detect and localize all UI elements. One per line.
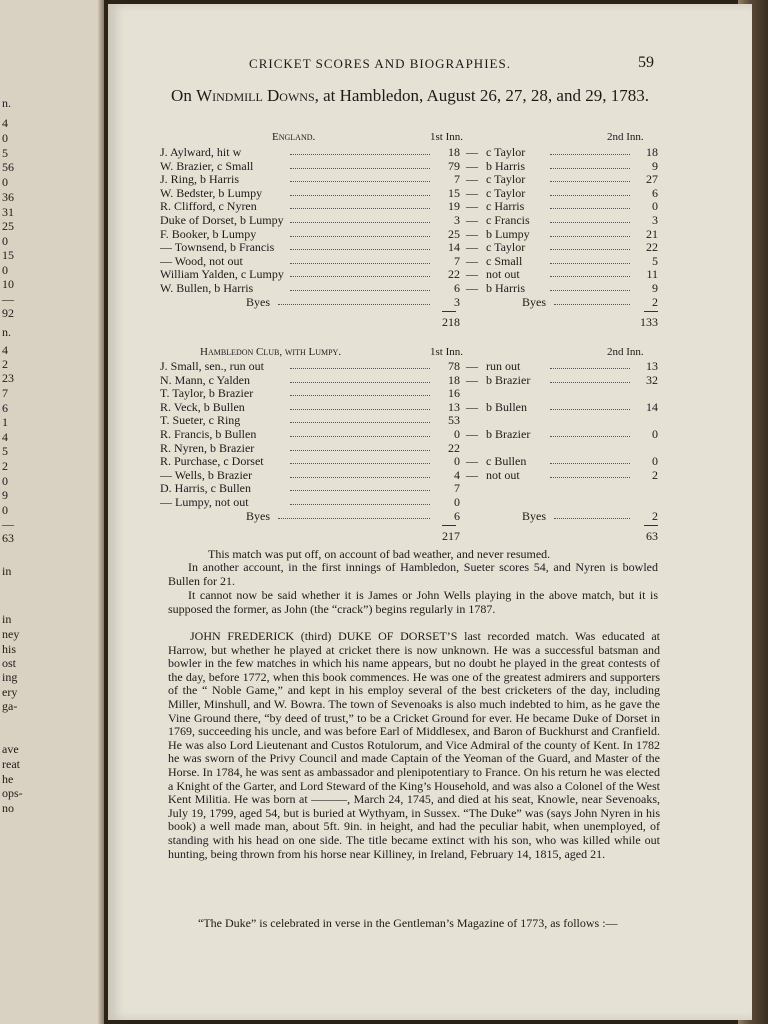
leader-dots [290, 495, 430, 505]
second-innings-runs: 14 [646, 399, 658, 414]
batsman-first-innings: W. Bedster, b Lumpy [160, 185, 263, 200]
second-innings-runs: 0 [652, 427, 658, 441]
hambledon-batsman-row [160, 454, 660, 468]
batsman-second-innings: b Brazier [486, 372, 531, 387]
left-page-fragment: 4 [2, 430, 8, 444]
left-page-fragment: 92 [2, 306, 14, 320]
left-page-fragment: ost [2, 656, 17, 670]
first-innings-runs: 53 [448, 413, 460, 428]
byes-first: 3 [454, 294, 460, 309]
leader-dots [550, 186, 630, 196]
leader-dots [550, 172, 630, 182]
left-page-fragment: in [2, 564, 12, 578]
england-batsman-row [160, 281, 660, 295]
left-page-fragment: n. [2, 96, 11, 110]
england-batsman-row [160, 186, 660, 200]
dash: — [466, 158, 478, 173]
first-innings-runs: 7 [454, 253, 460, 268]
leader-dots [290, 454, 430, 464]
leader-dots [550, 468, 630, 478]
batsman-second-innings: c Bullen [486, 454, 527, 469]
england-batsman-row [160, 267, 660, 281]
leader-dots [290, 281, 430, 291]
second-innings-runs: 9 [652, 158, 658, 173]
first-innings-runs: 3 [454, 213, 460, 227]
batsman-first-innings: J. Ring, b Harris [160, 172, 239, 187]
left-page-fragment: ops- [2, 786, 23, 800]
hambledon-batsman-row [160, 386, 660, 400]
batsman-second-innings: c Taylor [486, 240, 526, 255]
leader-dots [290, 413, 430, 423]
england-batsman-row [160, 199, 660, 213]
england-batsman-row [160, 227, 660, 241]
leader-dots [290, 267, 430, 277]
hambledon-batsman-row [160, 400, 660, 414]
leader-dots [550, 454, 630, 464]
dash: — [466, 281, 478, 295]
batsman-first-innings: R. Purchase, c Dorset [160, 454, 264, 469]
leader-dots [290, 159, 430, 169]
second-innings-runs: 22 [646, 240, 658, 255]
left-page-fragment: 6 [2, 401, 8, 415]
running-head: CRICKET SCORES AND BIOGRAPHIES. [249, 56, 511, 71]
second-innings-runs: 18 [646, 145, 658, 159]
total-rule [644, 311, 658, 312]
second-innings-runs: 2 [652, 467, 658, 482]
batsman-second-innings: c Taylor [486, 172, 526, 187]
match-heading [150, 86, 670, 106]
batsman-first-innings: R. Veck, b Bullen [160, 399, 245, 414]
leader-dots [290, 145, 430, 155]
dash: — [466, 454, 478, 469]
leader-dots [554, 295, 630, 305]
match-heading-rest: , at Hambledon, August 26, 27, 28, and 29, 1783. [314, 86, 649, 105]
england-batsman-row [160, 145, 660, 159]
batsman-second-innings: b Bullen [486, 399, 527, 414]
first-innings-runs: 19 [448, 199, 460, 214]
match-heading-venue: Windmill Downs [196, 86, 315, 105]
hambledon-batsman-row [160, 481, 660, 495]
first-innings-runs: 0 [454, 495, 460, 509]
left-page-fragment: he [2, 772, 14, 786]
england-batsman-row [160, 213, 660, 227]
byes-second: 2 [652, 508, 658, 523]
leader-dots [290, 359, 430, 369]
left-page-fragment: 15 [2, 248, 14, 262]
left-page-fragment: 31 [2, 205, 14, 219]
leader-dots [550, 373, 630, 383]
first-innings-runs: 7 [454, 481, 460, 496]
england-col2-heading: 2nd Inn. [607, 131, 644, 143]
first-innings-runs: 0 [454, 427, 460, 441]
left-page-fragment: ave [2, 742, 19, 756]
first-innings-runs: 16 [448, 386, 460, 401]
left-page-fragment: 1 [2, 415, 8, 429]
dash: — [466, 467, 478, 482]
leader-dots [550, 400, 630, 410]
leader-dots [290, 227, 430, 237]
dash: — [466, 427, 478, 441]
left-page-fragment: ney [2, 627, 20, 641]
hambledon-batsman-row [160, 427, 660, 441]
left-page-gutter [98, 0, 104, 1024]
leader-dots [550, 213, 630, 223]
batsman-first-innings: N. Mann, c Yalden [160, 372, 250, 387]
batsman-second-innings: c Taylor [486, 185, 526, 200]
leader-dots [290, 254, 430, 264]
dash: — [466, 226, 478, 241]
first-innings-runs: 14 [448, 240, 460, 255]
batsman-second-innings: c Taylor [486, 145, 526, 159]
left-page-fragment: 23 [2, 371, 14, 385]
left-page-fragment: 2 [2, 459, 8, 473]
byes-label: Byes [246, 508, 270, 523]
left-page-fragment: 25 [2, 219, 14, 233]
batsman-first-innings: T. Taylor, b Brazier [160, 386, 254, 401]
left-page-fragment: 9 [2, 488, 8, 502]
leader-dots [290, 172, 430, 182]
leader-dots [278, 509, 430, 519]
batsman-first-innings: J. Small, sen., run out [160, 359, 264, 373]
dash: — [466, 253, 478, 268]
batsman-first-innings: W. Bullen, b Harris [160, 281, 254, 295]
batsman-first-innings: William Yalden, c Lumpy [160, 267, 284, 282]
second-innings-runs: 13 [646, 359, 658, 373]
left-page-fragment: 0 [2, 263, 8, 277]
left-page-fragment: 5 [2, 444, 8, 458]
biography-last: “The Duke” is celebrated in verse in the Gentleman’s Magazine of 1773, as follows :— [198, 916, 618, 930]
left-page-fragment: 56 [2, 160, 14, 174]
batsman-second-innings: c Harris [486, 199, 525, 214]
batsman-first-innings: — Wells, b Brazier [160, 467, 253, 482]
dash: — [466, 372, 478, 387]
leader-dots [290, 199, 430, 209]
batsman-second-innings: c Small [486, 253, 523, 268]
byes-first: 6 [454, 508, 460, 523]
biography [168, 630, 660, 861]
match-heading-prefix: On [171, 86, 192, 105]
dash: — [466, 199, 478, 214]
first-innings-runs: 4 [454, 467, 460, 482]
left-page-fragment: 4 [2, 343, 8, 357]
left-page-fragment: 7 [2, 386, 8, 400]
first-innings-runs: 18 [448, 372, 460, 387]
leader-dots [290, 240, 430, 250]
second-innings-runs: 0 [652, 454, 658, 469]
second-innings-runs: 11 [646, 267, 658, 282]
left-page-fragment: 10 [2, 277, 14, 291]
left-page-fragment: 0 [2, 503, 8, 517]
batsman-second-innings: c Francis [486, 213, 530, 227]
leader-dots [550, 227, 630, 237]
hambledon-batsman-row [160, 441, 660, 455]
batsman-first-innings: — Wood, not out [160, 253, 243, 268]
england-batsman-row [160, 254, 660, 268]
first-innings-runs: 15 [448, 185, 460, 200]
leader-dots [290, 481, 430, 491]
note-2: In another account, in the first innings of Hambledon, Sueter scores 54, and Nyren is bowled Bullen for 21. [168, 560, 658, 588]
total-first: 218 [442, 314, 460, 329]
leader-dots [550, 159, 630, 169]
batsman-second-innings: run out [486, 359, 521, 373]
hambledon-batsman-row [160, 468, 660, 482]
left-page-fragment: 0 [2, 175, 8, 189]
note-3: It cannot now be said whether it is James or John Wells playing in the above match, but it is supposed the former, as John (the “crack”) begins regularly in 1787. [168, 588, 658, 616]
batsman-second-innings: not out [486, 467, 520, 482]
second-innings-runs: 6 [652, 185, 658, 200]
leader-dots [290, 386, 430, 396]
left-page-fragment: his [2, 642, 17, 656]
batsman-first-innings: R. Nyren, b Brazier [160, 440, 255, 455]
total-second: 63 [646, 528, 658, 543]
leader-dots [550, 254, 630, 264]
left-page-fragment: in [2, 612, 12, 626]
left-page-fragment: n. [2, 325, 11, 339]
leader-dots [290, 441, 430, 451]
leader-dots [550, 145, 630, 155]
byes-label-2: Byes [522, 294, 546, 309]
first-innings-runs: 7 [454, 172, 460, 187]
batsman-first-innings: — Lumpy, not out [160, 495, 249, 509]
leader-dots [550, 359, 630, 369]
left-page-fragment: — [2, 517, 14, 531]
biography-text: last recorded match. Was educated at Harrow, but whether he played at cricket there is now unknown. He was a successful batsman and bowler in the few matches in which his name appears, but no doubt he played in the great contests of the day, before 1772, when this book commences. He was one of the greatest admirers and supporters of the “ Noble Game,” and kept in his employ several of the best cricketers of the day, including Miller, Minshull, and W. Bowra. The town of Sevenoaks is also much indebted to him, as he gave the Vine Ground there, “by deed of trust,” to be a Cricket Ground for ever. He became Duke of Dorset in 1769, succeeding his uncle, and was before Earl of Middlesex, and Baron of Buckhurst and Cranfield. He was also Lord Lieutenant and Custos Rotulorum, and Vice Admiral of the county of Kent. In 1782 he was sworn of the Privy Council and made Captain of the Yeoman of the Guard, and Master of the Horse. In 1784, he was sent as ambassador and plenipotentiary to France. On his return he was elected a Knight of the Garter, and Lord Steward of the King’s Household, and was also a Colonel of the West Kent Militia. He was born at ———, March 24, 1745, and died at his seat, Knowle, near Sevenoaks, July 19, 1799, aged 54, but is buried at Wythyam, in Sussex. “The Duke” was (says John Nyren in his book) a well made man, about 5ft. 9in. in height, and had the peculiar habit, when unemployed, of standing with his head on one side. The title became extinct with his son, who was killed while out hunting, being thrown from his horse near Killiney, in Ireland, February 14, 1815, aged 21. [168, 629, 660, 861]
first-innings-runs: 78 [448, 359, 460, 373]
left-page-fragment: 2 [2, 357, 8, 371]
leader-dots [290, 400, 430, 410]
total-rule [442, 311, 456, 312]
hambledon-batsman-row [160, 413, 660, 427]
hambledon-total-row [160, 529, 660, 543]
batsman-first-innings: — Townsend, b Francis [160, 240, 275, 255]
total-rule [442, 525, 456, 526]
left-page-fragment: no [2, 801, 14, 815]
left-page-fragment: 0 [2, 474, 8, 488]
first-innings-runs: 22 [448, 267, 460, 282]
left-page-fragment: ga- [2, 699, 18, 713]
second-innings-runs: 21 [646, 226, 658, 241]
leader-dots [550, 199, 630, 209]
dash: — [466, 240, 478, 255]
batsman-second-innings: b Harris [486, 158, 525, 173]
batsman-first-innings: R. Francis, b Bullen [160, 427, 257, 441]
dash: — [466, 267, 478, 282]
leader-dots [290, 213, 430, 223]
hambledon-batsman-row [160, 373, 660, 387]
batsman-first-innings: Duke of Dorset, b Lumpy [160, 213, 284, 227]
left-page-fragment: reat [2, 757, 20, 771]
biography-name: JOHN FREDERICK (third) DUKE OF DORSET’S [190, 629, 458, 643]
dash: — [466, 399, 478, 414]
left-facing-page [0, 0, 104, 1024]
batsman-first-innings: W. Brazier, c Small [160, 158, 254, 173]
left-page-fragment: 63 [2, 531, 14, 545]
byes-label: Byes [246, 294, 270, 309]
batsman-first-innings: D. Harris, c Bullen [160, 481, 251, 496]
england-col1-heading: 1st Inn. [430, 131, 463, 143]
total-rule [644, 525, 658, 526]
england-team-name: England. [272, 131, 316, 143]
hambledon-batsman-row [160, 495, 660, 509]
leader-dots [554, 509, 630, 519]
left-page-fragment: 4 [2, 116, 8, 130]
left-page-fragment: ery [2, 685, 18, 699]
batsman-second-innings: b Brazier [486, 427, 531, 441]
dash: — [466, 145, 478, 159]
leader-dots [550, 281, 630, 291]
hambledon-byes-row [160, 509, 660, 523]
batsman-second-innings: b Harris [486, 281, 525, 295]
leader-dots [290, 373, 430, 383]
hambledon-team-name: Hambledon Club, with Lumpy. [200, 346, 342, 358]
first-innings-runs: 0 [454, 454, 460, 469]
dash: — [466, 359, 478, 373]
first-innings-runs: 79 [448, 158, 460, 173]
second-innings-runs: 32 [646, 372, 658, 387]
leader-dots [290, 468, 430, 478]
note-1: This match was put off, on account of bad weather, and never resumed. [208, 547, 551, 561]
left-page-fragment: 0 [2, 131, 8, 145]
dash: — [466, 172, 478, 187]
leader-dots [290, 427, 430, 437]
first-innings-runs: 18 [448, 145, 460, 159]
batsman-first-innings: T. Sueter, c Ring [160, 413, 241, 428]
page-number: 59 [638, 54, 654, 71]
batsman-second-innings: not out [486, 267, 520, 282]
hambledon-batsman-row [160, 359, 660, 373]
left-page-fragment: 0 [2, 234, 8, 248]
first-innings-runs: 22 [448, 440, 460, 455]
batsman-second-innings: b Lumpy [486, 226, 530, 241]
batsman-first-innings: J. Aylward, hit w [160, 145, 242, 159]
first-innings-runs: 13 [448, 399, 460, 414]
dash: — [466, 213, 478, 227]
left-page-fragment: — [2, 292, 14, 306]
england-total-row [160, 315, 660, 329]
leader-dots [550, 240, 630, 250]
england-batsman-row [160, 172, 660, 186]
left-page-fragment: 36 [2, 190, 14, 204]
second-innings-runs: 27 [646, 172, 658, 187]
second-innings-runs: 5 [652, 253, 658, 268]
dash: — [466, 185, 478, 200]
byes-label-2: Byes [522, 508, 546, 523]
leader-dots [550, 427, 630, 437]
hambledon-col2-heading: 2nd Inn. [607, 346, 644, 358]
hambledon-col1-heading: 1st Inn. [430, 346, 463, 358]
left-page-fragment: ing [2, 670, 18, 684]
leader-dots [278, 295, 430, 305]
left-page-fragment: 5 [2, 146, 8, 160]
england-batsman-row [160, 159, 660, 173]
second-innings-runs: 3 [652, 213, 658, 227]
second-innings-runs: 9 [652, 281, 658, 295]
byes-second: 2 [652, 294, 658, 309]
leader-dots [550, 267, 630, 277]
total-first: 217 [442, 528, 460, 543]
leader-dots [290, 186, 430, 196]
england-batsman-row [160, 240, 660, 254]
first-innings-runs: 6 [454, 281, 460, 295]
first-innings-runs: 25 [448, 226, 460, 241]
total-second: 133 [640, 314, 658, 329]
batsman-first-innings: F. Booker, b Lumpy [160, 226, 257, 241]
second-innings-runs: 0 [652, 199, 658, 214]
england-byes-row [160, 295, 660, 309]
batsman-first-innings: R. Clifford, c Nyren [160, 199, 257, 214]
